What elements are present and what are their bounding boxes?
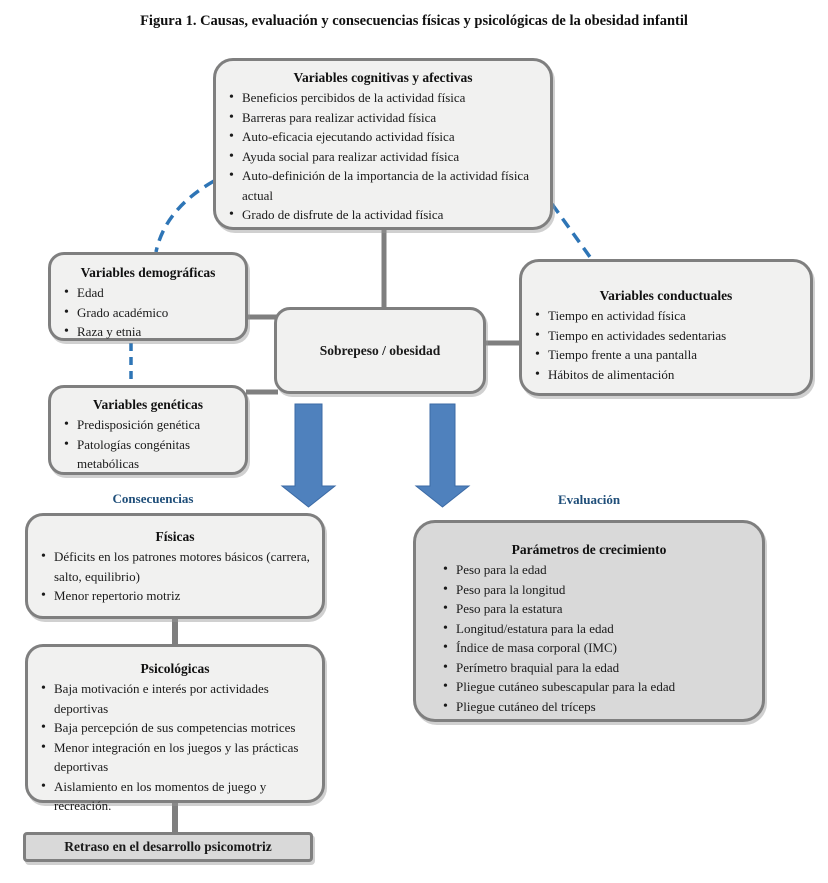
box-title: Físicas [155, 529, 195, 544]
bullet-item: • Beneficios percibidos de la actividad física [229, 88, 544, 108]
bullet-item: • Longitud/estatura para la edad [443, 619, 756, 639]
box-retraso-desarrollo [23, 832, 313, 862]
bullet-item: • Edad [64, 283, 239, 303]
bullet-item: • Peso para la estatura [443, 599, 756, 619]
bullet-list [216, 88, 550, 225]
bullet-item: • Predisposición genética [64, 415, 239, 435]
bullet-item: • Aislamiento en los momentos de juego y recreación. [41, 777, 316, 816]
box-title: Retraso en el desarrollo psicomotriz [64, 839, 272, 854]
box-title: Variables conductuales [599, 288, 733, 303]
box-title: Psicológicas [140, 661, 210, 676]
bullet-item: • Perímetro braquial para la edad [443, 658, 756, 678]
bullet-item: • Ayuda social para realizar actividad física [229, 147, 544, 167]
box-consecuencias-psicologicas [25, 644, 325, 813]
bullet-item: • Hábitos de alimentación [535, 365, 804, 385]
down-arrow-consequences-icon [282, 404, 335, 507]
box-title: Variables cognitivas y afectivas [293, 70, 473, 85]
down-arrow-evaluation-icon [416, 404, 469, 507]
box-variables-geneticas [48, 385, 248, 475]
bullet-list [51, 283, 245, 342]
bullet-item: • Raza y etnia [64, 322, 239, 342]
bullet-item: • Menor repertorio motriz [41, 586, 316, 606]
bullet-item: • Grado de disfrute de la actividad física [229, 205, 544, 225]
bullet-list [522, 306, 810, 384]
bullet-item: • Barreras para realizar actividad física [229, 108, 544, 128]
bullet-item: • Tiempo frente a una pantalla [535, 345, 804, 365]
label-consecuencias: Consecuencias [112, 491, 194, 506]
bullet-item: • Pliegue cutáneo del tríceps [443, 697, 756, 717]
bullet-item: • Pliegue cutáneo subescapular para la edad [443, 677, 756, 697]
bullet-item: • Grado académico [64, 303, 239, 323]
dashed-link-cognitive-to-demographic [156, 181, 214, 252]
bullet-item: • Índice de masa corporal (IMC) [443, 638, 756, 658]
box-variables-conductuales [519, 259, 813, 396]
dashed-link-cognitive-to-behavioral [552, 204, 590, 257]
bullet-item: • Déficits en los patrones motores básicos (carrera, salto, equilibrio) [41, 547, 316, 586]
bullet-item: • Auto-eficacia ejecutando actividad física [229, 127, 544, 147]
bullet-item: • Peso para la edad [443, 560, 756, 580]
figure-title: Figura 1. Causas, evaluación y consecuencias físicas y psicológicas de la obesidad infantil [140, 13, 688, 29]
bullet-item: • Baja motivación e interés por actividades deportivas [41, 679, 316, 718]
bullet-list [28, 679, 322, 816]
bullet-item: • Auto-definición de la importancia de la actividad física actual [229, 166, 544, 205]
bullet-item: • Tiempo en actividades sedentarias [535, 326, 804, 346]
box-sobrepeso-obesidad [274, 307, 486, 394]
bullet-list [416, 560, 762, 716]
box-title: Sobrepeso / obesidad [319, 342, 441, 358]
bullet-item: • Menor integración en los juegos y las prácticas deportivas [41, 738, 316, 777]
bullet-list [28, 547, 322, 606]
box-variables-cognitivas [213, 58, 553, 230]
label-evaluacion: Evaluación [557, 492, 621, 507]
box-variables-demograficas [48, 252, 248, 341]
bullet-item: • Tiempo en actividad física [535, 306, 804, 326]
bullet-item: • Patologías congénitas metabólicas [64, 435, 239, 474]
box-title: Parámetros de crecimiento [511, 542, 667, 557]
box-consecuencias-fisicas [25, 513, 325, 619]
bullet-list [51, 415, 245, 474]
bullet-item: • Baja percepción de sus competencias motrices [41, 718, 316, 738]
box-parametros-crecimiento [413, 520, 765, 722]
box-title: Variables demográficas [80, 265, 216, 280]
bullet-item: • Peso para la longitud [443, 580, 756, 600]
box-title: Variables genéticas [92, 397, 204, 412]
